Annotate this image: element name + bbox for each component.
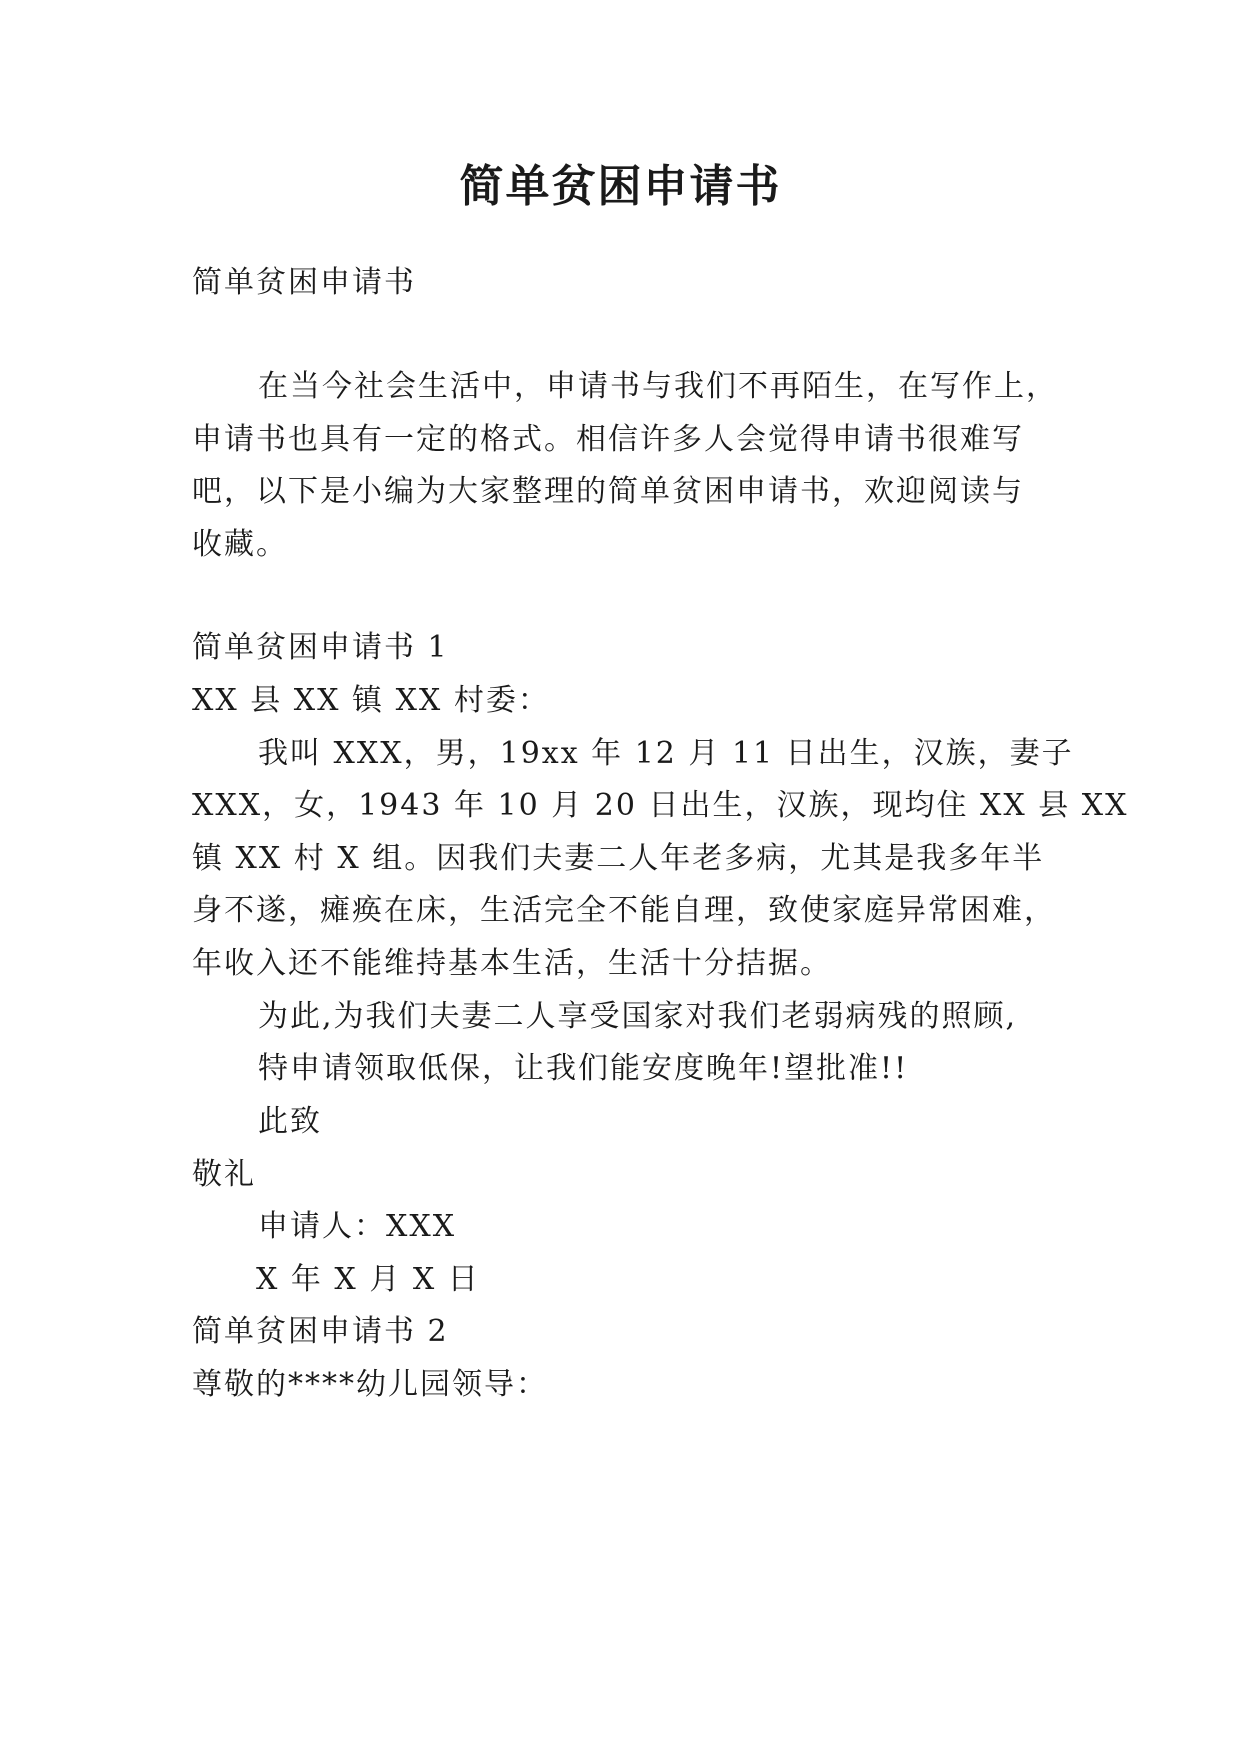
intro-line-1: 在当今社会生活中，申请书与我们不再陌生，在写作上，: [258, 369, 1058, 404]
section1-request-line-2: 特申请领取低保，让我们能安度晚年!望批准!!: [258, 1051, 909, 1086]
closing-ci-zhi: 此致: [258, 1104, 322, 1139]
section1-body-line-4: 身不遂，瘫痪在床，生活完全不能自理，致使家庭异常困难，: [192, 893, 1056, 928]
section1-body-line-5: 年收入还不能维持基本生活，生活十分拮据。: [192, 946, 832, 981]
date: X 年 X 月 X 日: [256, 1262, 480, 1297]
section2-addressee: 尊敬的****幼儿园领导：: [192, 1367, 548, 1402]
subtitle: 简单贫困申请书: [192, 265, 416, 300]
section1-addressee: XX 县 XX 镇 XX 村委：: [192, 683, 550, 718]
section2-heading: 简单贫困申请书 2: [192, 1314, 449, 1349]
section1-request-line-1: 为此,为我们夫妻二人享受国家对我们老弱病残的照顾,: [258, 999, 1018, 1034]
intro-line-2: 申请书也具有一定的格式。相信许多人会觉得申请书很难写: [192, 422, 1024, 457]
section1-body-line-1: 我叫 XXX，男，19xx 年 12 月 11 日出生，汉族，妻子: [258, 736, 1074, 771]
intro-line-3: 吧，以下是小编为大家整理的简单贫困申请书，欢迎阅读与: [192, 474, 1024, 509]
document-title: 简单贫困申请书: [459, 161, 782, 212]
intro-line-4: 收藏。: [192, 527, 288, 562]
section1-heading: 简单贫困申请书 1: [192, 630, 449, 665]
applicant: 申请人：XXX: [258, 1209, 457, 1244]
section1-body-line-2: XXX，女，1943 年 10 月 20 日出生，汉族，现均住 XX 县 XX: [192, 788, 1129, 823]
section1-body-line-3: 镇 XX 村 X 组。因我们夫妻二人年老多病，尤其是我多年半: [192, 841, 1045, 876]
closing-jing-li: 敬礼: [192, 1157, 256, 1192]
